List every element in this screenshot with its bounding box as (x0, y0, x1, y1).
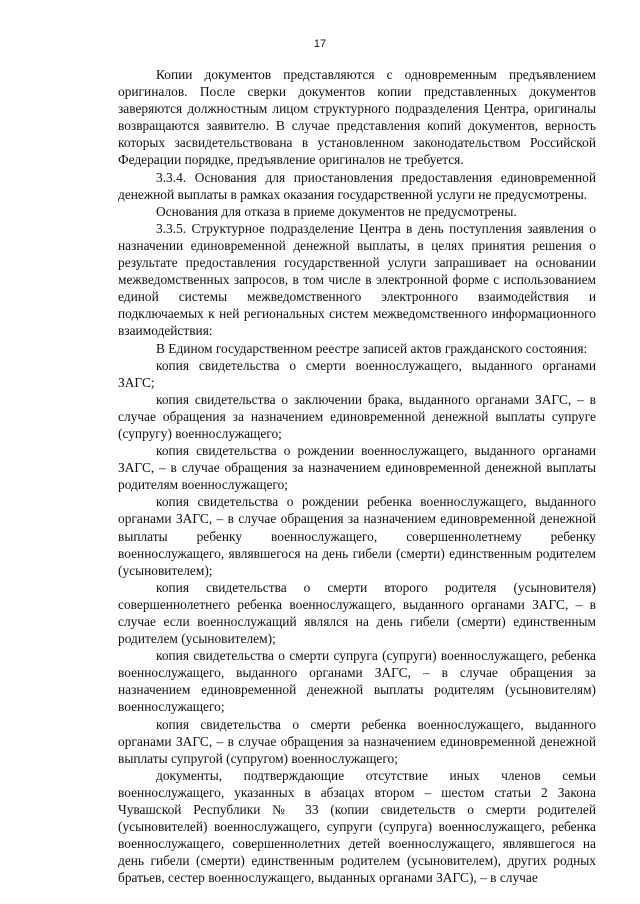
document-body (118, 66, 596, 887)
paragraph-3-3-5: 3.3.5. Структурное подразделение Центра в день поступления заявления о назначении единовременной денежной выплаты, в целях принятия решения о результате предоставления государственной услуги запрашивает на основании межведомственных запросов, в том числе в электронной форме с использованием единой системы межведомственного электронного взаимодействия и подключаемых к ней региональных систем межведомственного информационного взаимодействия: (118, 220, 596, 339)
list-item-marriage-certificate: копия свидетельства о заключении брака, выданного органами ЗАГС, – в случае обращения за назначением единовременной денежной выплаты супруге (супругу) военнослужащего; (118, 391, 596, 441)
list-item-death-second-parent: копия свидетельства о смерти второго родителя (усыновителя) совершеннолетнего ребенка военнослужащего, выданного органами ЗАГС, – в случае если военнослужащий являлся на день гибели (смерти) единственным родителем (усыновителем); (118, 579, 596, 647)
list-item-family-documents: документы, подтверждающие отсутствие иных членов семьи военнослужащего, указанных в абзацах втором – шестом статьи 2 Закона Чувашской Республики № 33 (копии свидетельств о смерти родителей (усыновителей) военнослужащего, супруги (супруга) военнослужащего, ребенка военнослужащего, совершеннолетних детей военнослужащего, являвшегося на день гибели (смерти) единственным родителем (усыновителем), других родных братьев, сестер военнослужащего, выданных органами ЗАГС), – в случае (118, 767, 596, 886)
paragraph-originals: Копии документов представляются с одновременным предъявлением оригиналов. После сверки документов копии представленных документов заверяются должностным лицом структурного подразделения Центра, оригиналы возвращаются заявителю. В случае представления копий документов, верность которых засвидетельствована в установленном законодательством Российской Федерации порядке, предъявление оригиналов не требуется. (118, 67, 596, 168)
list-item-death-child: копия свидетельства о смерти ребенка военнослужащего, выданного органами ЗАГС, – в случае обращения за назначением единовременной денежной выплаты супругой (супругом) военнослужащего; (118, 716, 596, 766)
list-item-birth-certificate-child: копия свидетельства о рождении ребенка военнослужащего, выданного органами ЗАГС, – в случае обращения за назначением единовременной денежной выплаты ребенку военнослужащего, совершеннолетнему ребенку военнослужащего, являвшегося на день гибели (смерти) единственным родителем (усыновителем); (118, 494, 596, 578)
paragraph-3-3-4: 3.3.4. Основания для приостановления предоставления единовременной денежной выплаты в рамках оказания государственной услуги не предусмотрены. (118, 169, 596, 202)
paragraph-registry-heading: В Едином государственном реестре записей актов гражданского состояния: (156, 340, 588, 356)
list-item-death-spouse-child: копия свидетельства о смерти супруга (супруги) военнослужащего, ребенка военнослужащего, выданного органами ЗАГС, – в случае обращения за назначением единовременной денежной выплаты родителям (усыновителям) военнослужащего; (118, 648, 596, 715)
list-item-death-certificate: копия свидетельства о смерти военнослужащего, выданного органами ЗАГС; (118, 357, 596, 390)
list-item-birth-certificate-serviceman: копия свидетельства о рождении военнослужащего, выданного органами ЗАГС, – в случае обращения за назначением единовременной денежной выплаты родителям военнослужащего; (118, 443, 596, 493)
paragraph-refusal-grounds: Основания для отказа в приеме документов не предусмотрены. (156, 203, 517, 219)
page-number: 17 (313, 38, 327, 50)
